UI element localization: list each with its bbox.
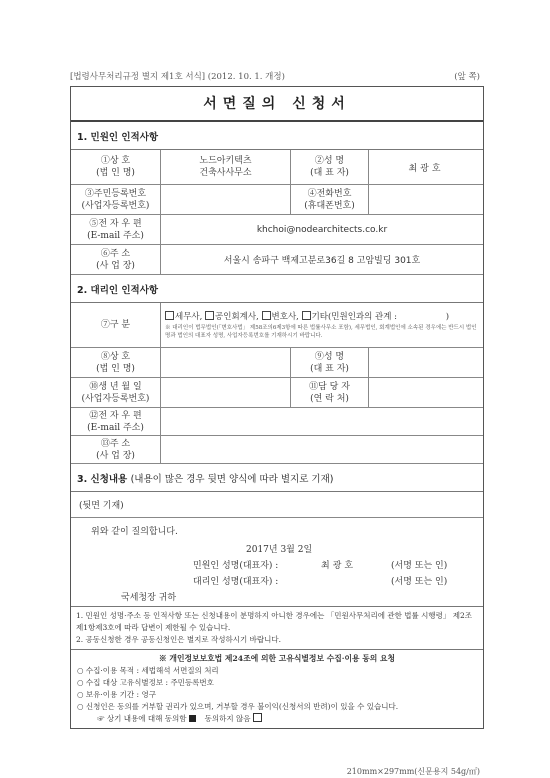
agent-type-checkboxes: 세무사, 공인회계사, 변호사, 기타(민원인과의 관계 : ) bbox=[165, 310, 449, 322]
company-label: ①상 호 (법 인 명) bbox=[71, 150, 161, 184]
agent-name-label: ⑨성 명 (대 표 자) bbox=[291, 348, 369, 377]
privacy-item: ○ 보유·이용 기간 : 영구 bbox=[77, 690, 156, 699]
page-side: (앞 쪽) bbox=[454, 72, 480, 82]
agent-address-value[interactable] bbox=[161, 436, 483, 463]
form-title: 서면질의 신청서 bbox=[71, 87, 483, 122]
paper-spec: 210mm×297mm(신문용지 54g/㎡) bbox=[346, 767, 480, 776]
agent-address-label: ⑬주 소 (사 업 장) bbox=[71, 436, 161, 463]
agent-email-value[interactable] bbox=[161, 408, 483, 435]
agent-sign-label: 대리인 성명(대표자) : bbox=[193, 577, 279, 587]
agent-birth-value[interactable] bbox=[161, 378, 291, 407]
agree-checkbox[interactable] bbox=[189, 715, 196, 722]
agent-email-row bbox=[71, 408, 483, 436]
address-value[interactable]: 서울시 송파구 백제고분로36길 8 고암빌딩 301호 bbox=[223, 256, 421, 266]
agent-type-label: ⑦구 분 bbox=[71, 303, 161, 347]
other-checkbox[interactable] bbox=[302, 311, 311, 320]
rep-name-value[interactable]: 최광호 bbox=[408, 163, 444, 174]
privacy-item: ○ 수집 대상 고유식별정보 : 주민등록번호 bbox=[77, 678, 214, 687]
form-header bbox=[70, 70, 480, 82]
reg-number-label: ③주민등록번호 (사업자등록번호) bbox=[71, 185, 161, 214]
applicant-address-row bbox=[71, 245, 483, 275]
privacy-item: ○ 수집·이용 목적 : 세법해석 서면질의 처리 bbox=[77, 666, 219, 675]
agent-name-value[interactable] bbox=[369, 348, 483, 377]
lawyer-checkbox[interactable] bbox=[262, 311, 271, 320]
applicant-row-1 bbox=[71, 150, 483, 185]
privacy-heading: ※ 개인정보보호법 제24조에 의한 고유식별정보 수집·이용 동의 요청 bbox=[158, 654, 396, 663]
applicant-signature-field[interactable]: (서명 또는 인) bbox=[391, 561, 448, 571]
agent-email-label: ⑫전 자 우 편 (E-mail 주소) bbox=[71, 408, 161, 435]
agent-company-value[interactable] bbox=[161, 348, 291, 377]
privacy-consent-block bbox=[71, 650, 483, 728]
section1-heading: 1. 민원인 인적사항 bbox=[71, 122, 483, 150]
email-label: ⑤전 자 우 편 (E-mail 주소) bbox=[71, 215, 161, 244]
declaration-text: 위와 같이 질의합니다. bbox=[91, 527, 178, 537]
applicant-row-2 bbox=[71, 185, 483, 215]
applicant-sign-label: 민원인 성명(대표자) : bbox=[193, 561, 279, 571]
declaration-date: 2017년 3월 2일 bbox=[246, 545, 313, 555]
agent-row-1 bbox=[71, 348, 483, 378]
agent-contact-value[interactable] bbox=[369, 378, 483, 407]
section3-heading: 3. 신청내용 (내용이 많은 경우 뒷면 양식에 따라 별지로 기재) bbox=[71, 464, 483, 492]
agent-type-note: ※ 대리인이 법무법인(「변호사법」 제58조의6제3항에 따른 법률사무소 포함), 세무법인, 회계법인에 소속된 경우에는 반드시 법인명과 법인의 대표자 성명, 사업자등록번호를 기재하시기 바랍니다. bbox=[165, 325, 477, 339]
phone-value[interactable] bbox=[369, 185, 483, 214]
agent-address-row bbox=[71, 436, 483, 464]
tax-accountant-checkbox[interactable] bbox=[165, 311, 174, 320]
company-value[interactable]: 노드아키텍츠 건축사사무소 bbox=[161, 150, 291, 184]
notes-block bbox=[71, 607, 483, 650]
agent-contact-label: ⑪담 당 자 (연 락 처) bbox=[291, 378, 369, 407]
agent-birth-label: ⑩생 년 월 일 (사업자등록번호) bbox=[71, 378, 161, 407]
cpa-checkbox[interactable] bbox=[205, 311, 214, 320]
form-reference: [법령사무처리규정 별지 제1호 서식] (2012. 10. 1. 개정) bbox=[70, 72, 285, 82]
agent-type-row bbox=[71, 303, 483, 348]
privacy-item: ○ 신청인은 동의를 거부할 권리가 있으며, 거부할 경우 불이익(신청서의 반려)이 있을 수 있습니다. bbox=[77, 702, 399, 711]
disagree-checkbox[interactable] bbox=[253, 713, 262, 722]
reg-number-value[interactable] bbox=[161, 185, 291, 214]
applicant-sign-name: 최광호 bbox=[321, 561, 357, 571]
agent-company-label: ⑧상 호 (법 인 명) bbox=[71, 348, 161, 377]
rep-name-label: ②성 명 (대 표 자) bbox=[291, 150, 369, 184]
phone-label: ④전화번호 (휴대폰번호) bbox=[291, 185, 369, 214]
agent-signature-field[interactable]: (서명 또는 인) bbox=[391, 577, 448, 587]
request-content[interactable]: (뒷면 기재) bbox=[71, 492, 483, 518]
agent-type-options bbox=[161, 303, 483, 347]
section2-heading: 2. 대리인 인적사항 bbox=[71, 275, 483, 303]
application-form bbox=[70, 86, 484, 729]
applicant-email-row bbox=[71, 215, 483, 245]
email-value[interactable]: khchoi@nodearchitects.co.kr bbox=[256, 224, 388, 235]
consent-line: ☞ 상기 내용에 대해 동의함 동의하지 않음 bbox=[77, 713, 477, 725]
note-2: 2. 공동신청한 경우 공동신청인은 별지로 작성하시기 바랍니다. bbox=[76, 635, 281, 644]
note-1: 1. 민원인 성명·주소 등 인적사항 또는 신청내용이 분명하지 아니한 경우에는 「민원사무처리에 관한 법률 시행령」 제2조제1항제3호에 따라 답변이 제한될 수 있습니다. bbox=[76, 611, 472, 632]
recipient: 국세청장 귀하 bbox=[121, 593, 177, 603]
address-label: ⑥주 소 (사 업 장) bbox=[71, 245, 161, 274]
declaration-block bbox=[71, 518, 483, 607]
agent-row-2 bbox=[71, 378, 483, 408]
